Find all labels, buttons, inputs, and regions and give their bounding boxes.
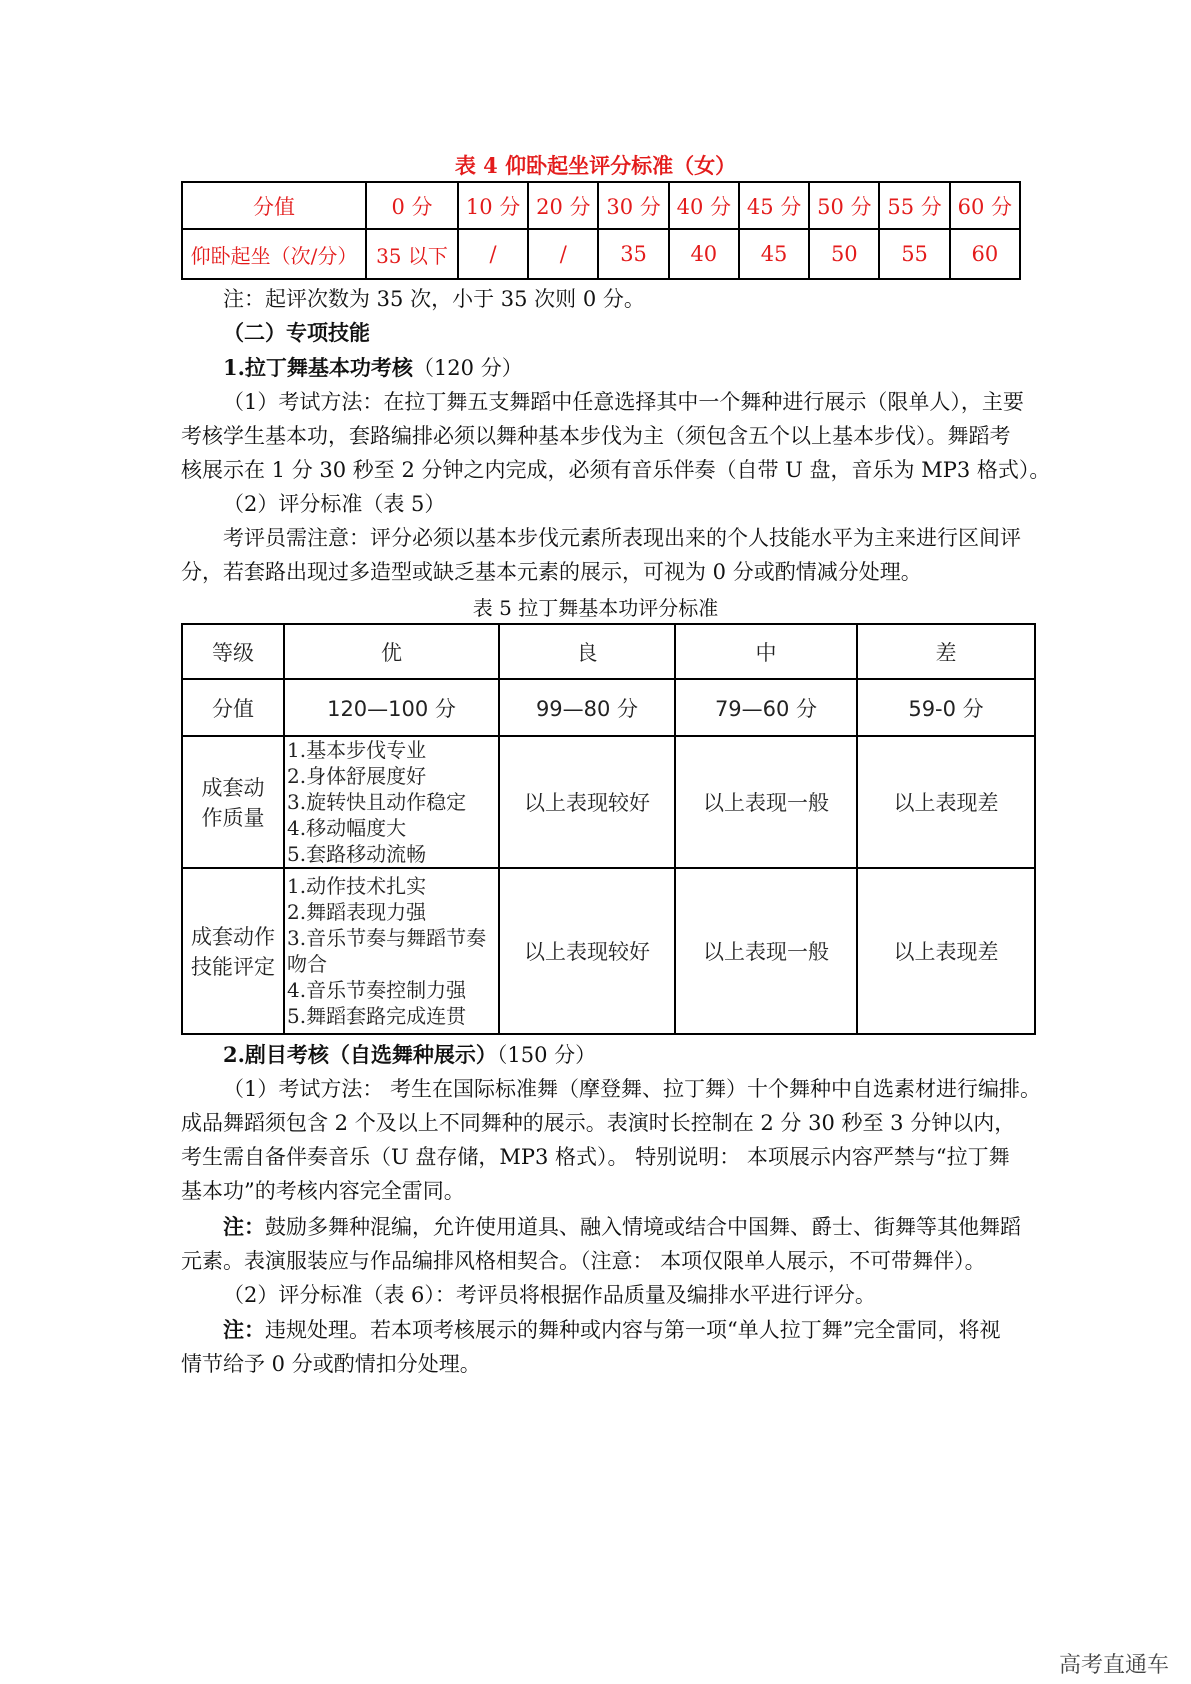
row-label-line: 技能评定 (191, 955, 275, 979)
row-label-line: 作质量 (201, 806, 265, 830)
table5-grade-good: 良 (499, 624, 675, 679)
table4-score-cell: 0 分 (366, 182, 458, 229)
table4-count-cell: 55 (879, 229, 949, 279)
item1-method-line: 核展示在 1 分 30 秒至 2 分钟之内完成，必须有音乐伴奏（自带 U 盘，音乐为 MP3 格式）。 (181, 458, 1051, 482)
table4-count-cell: 35 (598, 229, 668, 279)
table5-score-good: 99—80 分 (499, 679, 675, 736)
table5-score-poor: 59-0 分 (857, 679, 1035, 736)
table4-score-cell: 55 分 (879, 182, 949, 229)
table5-grade-excellent: 优 (284, 624, 499, 679)
table4-caption: 表 4 仰卧起坐评分标准（女） (454, 153, 737, 178)
table4-count-cell: 60 (950, 229, 1020, 279)
table4-score-cell: 30 分 (598, 182, 668, 229)
table5-grade-poor: 差 (857, 624, 1035, 679)
item2-title-points: （150 分） (496, 1043, 597, 1067)
table5-row-skill (182, 868, 1035, 1034)
item2-method-line: 考生需自备伴奏音乐（U 盘存储，MP3 格式）。 特别说明： 本项展示内容严禁与“拉丁舞 (181, 1145, 1010, 1169)
table4-score-cell: 10 分 (458, 182, 528, 229)
item2-title-text: 2.剧目考核（自选舞种展示） (223, 1042, 497, 1067)
criteria-item: 2.舞蹈表现力强 (287, 900, 427, 924)
criteria-item: 吻合 (287, 952, 327, 976)
table5-caption: 表 5 拉丁舞基本功评分标准 (472, 596, 719, 620)
table4-row-label: 仰卧起坐（次/分） (182, 229, 366, 279)
table4-score-cell: 50 分 (809, 182, 879, 229)
criteria-item: 1.基本步伐专业 (287, 738, 427, 762)
table4-header-row (182, 182, 1020, 229)
table5-criteria (284, 736, 499, 868)
table4-count-cell: 50 (809, 229, 879, 279)
item2-method-line: 基本功”的考核内容完全雷同。 (181, 1179, 465, 1203)
item2-method-line: （1）考试方法： 考生在国际标准舞（摩登舞、拉丁舞）十个舞种中自选素材进行编排。 (223, 1077, 1042, 1101)
row-label-line: 成套动 (201, 776, 265, 800)
table5-cell-medium: 以上表现一般 (675, 868, 857, 1034)
criteria-item: 1.动作技术扎实 (287, 874, 427, 898)
item1-examiner-line: 考评员需注意：评分必须以基本步伐元素所表现出来的个人技能水平为主来进行区间评 (223, 526, 1021, 550)
watermark: 高考直通车 (1058, 1653, 1169, 1678)
table4-count-row (182, 229, 1020, 279)
item2-note-label: 注： (223, 1214, 265, 1239)
table4-score-cell: 20 分 (528, 182, 598, 229)
table5-score-medium: 79—60 分 (675, 679, 857, 736)
table5-cell-good: 以上表现较好 (499, 736, 675, 868)
row-label-line: 成套动作 (191, 925, 275, 949)
criteria-item: 4.音乐节奏控制力强 (287, 978, 467, 1002)
item1-title (181, 351, 1063, 385)
note-start-count: 注：起评次数为 35 次，小于 35 次则 0 分。 (223, 287, 645, 311)
item2-note-line: 元素。表演服装应与作品编排风格相契合。（注意： 本项仅限单人展示，不可带舞伴）。 (181, 1249, 986, 1273)
item1-method-line: （1）考试方法：在拉丁舞五支舞蹈中任意选择其中一个舞种进行展示（限单人），主要 (223, 390, 1024, 414)
table4-header-label: 分值 (182, 182, 366, 229)
table4-count-cell: 40 (669, 229, 739, 279)
table4-score-cell: 40 分 (669, 182, 739, 229)
section-heading-special-skills: （二）专项技能 (223, 320, 370, 345)
table5-row-label (182, 736, 284, 868)
table5-grade-label: 等级 (182, 624, 284, 679)
table4-score-cell: 60 分 (950, 182, 1020, 229)
table4-count-cell: / (528, 229, 598, 279)
item2-violation-text: 违规处理。若本项考核展示的舞种或内容与第一项“单人拉丁舞”完全雷同，将视 (265, 1318, 1001, 1342)
item1-title-text: 1.拉丁舞基本功考核 (223, 355, 413, 380)
item2-note-text: 鼓励多舞种混编，允许使用道具、融入情境或结合中国舞、爵士、街舞等其他舞蹈 (265, 1215, 1021, 1239)
table5-score-excellent: 120—100 分 (284, 679, 499, 736)
table4-score-cell: 45 分 (739, 182, 809, 229)
table5-grade-medium: 中 (675, 624, 857, 679)
item2-title (181, 1038, 1063, 1072)
item1-criteria-line: （2）评分标准（表 5） (223, 492, 446, 516)
criteria-item: 4.移动幅度大 (287, 816, 407, 840)
table4-count-cell: 45 (739, 229, 809, 279)
item2-method-line: 成品舞蹈须包含 2 个及以上不同舞种的展示。表演时长控制在 2 分 30 秒至 3 分钟以内， (181, 1111, 1016, 1135)
table5-cell-medium: 以上表现一般 (675, 736, 857, 868)
table5-cell-poor: 以上表现差 (857, 868, 1035, 1034)
criteria-item: 3.旋转快且动作稳定 (287, 790, 467, 814)
table4-count-cell: / (458, 229, 528, 279)
item2-violation-line: 情节给予 0 分或酌情扣分处理。 (181, 1352, 481, 1376)
item2-violation-line (181, 1313, 1063, 1347)
criteria-item: 5.套路移动流畅 (287, 842, 427, 866)
table5-row-quality (182, 736, 1035, 868)
table5-criteria (284, 868, 499, 1034)
item1-examiner-line: 分，若套路出现过多造型或缺乏基本元素的展示，可视为 0 分或酌情减分处理。 (181, 560, 922, 584)
item1-title-points: （120 分） (412, 356, 523, 380)
table5-grade-row (182, 624, 1035, 679)
table5 (181, 623, 1036, 1035)
table5-cell-poor: 以上表现差 (857, 736, 1035, 868)
criteria-item: 3.音乐节奏与舞蹈节奏 (287, 926, 487, 950)
table5-score-label: 分值 (182, 679, 284, 736)
table4-count-cell: 35 以下 (366, 229, 458, 279)
table5-score-row (182, 679, 1035, 736)
table5-cell-good: 以上表现较好 (499, 868, 675, 1034)
item2-violation-label: 注： (223, 1317, 265, 1342)
criteria-item: 2.身体舒展度好 (287, 764, 427, 788)
item2-note-line (181, 1210, 1063, 1244)
table4 (181, 181, 1021, 280)
table5-row-label (182, 868, 284, 1034)
item1-method-line: 考核学生基本功，套路编排必须以舞种基本步伐为主（须包含五个以上基本步伐）。舞蹈考 (181, 424, 1011, 448)
item2-criteria-line: （2）评分标准（表 6）：考评员将根据作品质量及编排水平进行评分。 (223, 1283, 876, 1307)
criteria-item: 5.舞蹈套路完成连贯 (287, 1004, 467, 1028)
